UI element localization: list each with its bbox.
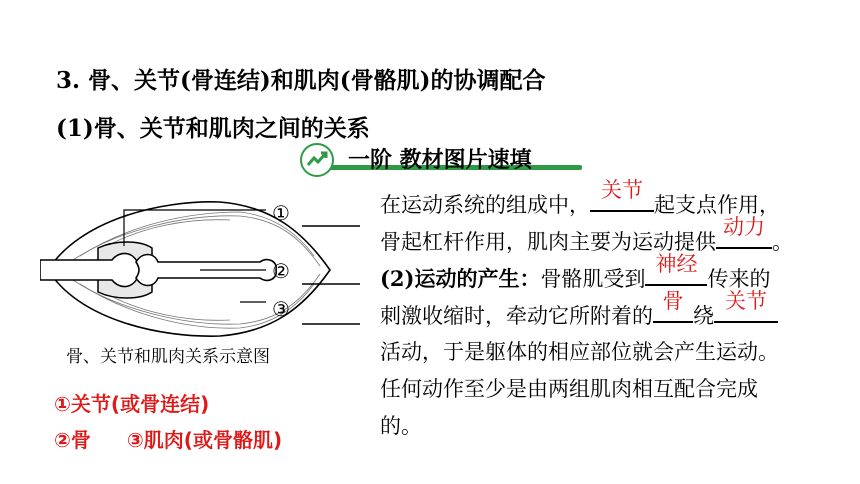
blank-4 (653, 289, 693, 323)
figure-answer-2a: ②骨 (54, 428, 91, 452)
text-l3c: 传来的 (707, 267, 771, 291)
text-l3b: 骨骼肌受到 (540, 267, 646, 291)
text-l2a: 骨起杠杆作用，肌肉主要为运动提供 (380, 230, 716, 254)
paragraph-line-3 (380, 252, 771, 297)
blank-5 (714, 289, 778, 323)
text-l3a: (2)运动的产生： (380, 266, 541, 291)
paragraph-line-2 (380, 215, 793, 260)
figure-answer-1: ①关节(或骨连结) (54, 392, 210, 416)
banner-title: 一阶 教材图片速填 (348, 148, 532, 173)
answer-1: 关节 (601, 178, 643, 202)
figure-caption: 骨、关节和肌肉关系示意图 (66, 347, 270, 367)
text-l4a: 刺激收缩时，牵动它所附着的 (380, 304, 653, 328)
text-l1a: 在运动系统的组成中， (380, 193, 590, 217)
answer-3: 神经 (655, 252, 698, 276)
paragraph-line-6: 任何动作至少是由两组肌肉相互配合完成 (380, 377, 758, 401)
marker-2: ② (272, 259, 290, 283)
subsection-heading: (1)骨、关节和肌肉之间的关系 (56, 115, 370, 142)
paragraph-line-7: 的。 (380, 414, 422, 438)
answer-2: 动力 (723, 215, 765, 239)
marker-3: ③ (272, 297, 290, 321)
blank-2 (716, 215, 772, 249)
section-heading: 3. 骨、关节(骨连结)和肌肉(骨骼肌)的协调配合 (56, 67, 546, 94)
text-l1b: 起支点作用， (654, 193, 780, 217)
section-banner (300, 141, 590, 179)
answer-5: 关节 (725, 289, 767, 313)
marker-1: ① (272, 201, 290, 225)
figure-answer-2 (54, 424, 282, 453)
answer-4: 骨 (662, 289, 684, 313)
text-l2b: 。 (772, 230, 793, 254)
trend-logo-icon (300, 143, 334, 177)
paragraph-line-5: 活动，于是躯体的相应部位就会产生运动。 (380, 340, 779, 364)
figure-answer-2b: ③肌肉(或骨骼肌) (126, 428, 283, 452)
paragraph-line-4 (380, 289, 778, 334)
blank-1 (590, 178, 654, 212)
text-l4b: 绕 (693, 304, 714, 328)
bone-joint-muscle-diagram (40, 190, 370, 340)
